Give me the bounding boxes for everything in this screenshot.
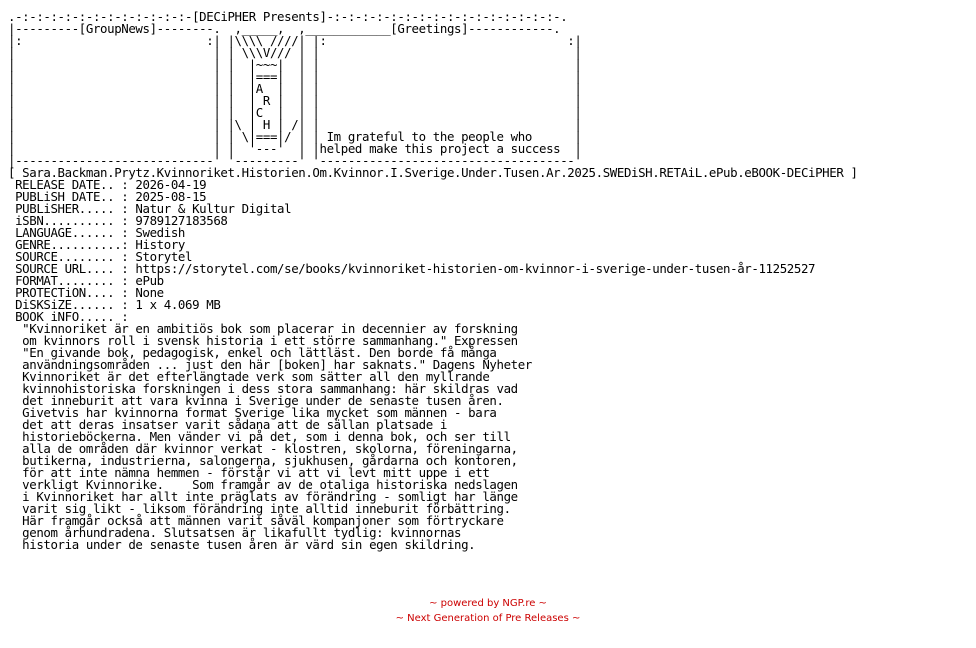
nfo-line: | | | \\\V/// | | |: [8, 45, 582, 60]
nfo-line: | | | |~~~| | | |: [8, 57, 582, 72]
nfo-line: användningsområden ... just den här [boken] har saknats." Dagens Nyheter: [8, 357, 532, 372]
nfo-line: | | |\ | H | /| | |: [8, 117, 582, 132]
nfo-line: | | | |A | | | |: [8, 81, 582, 96]
nfo-line: DiSKSiZE...... : 1 x 4.069 MB: [8, 297, 221, 312]
nfo-line: kvinnohistoriska forskningen i dess stora sammanhang: här skildras vad: [8, 381, 518, 396]
nfo-line: BOOK iNFO..... :: [8, 309, 129, 324]
nfo-line: Här framgår också att männen varit såväl kompanjoner som förtryckare: [8, 513, 504, 528]
nfo-line: historia under de senaste tusen åren är värd sin egen skildring.: [8, 537, 476, 552]
nfo-line: "En givande bok, pedagogisk, enkel och lättläst. Den borde få många: [8, 345, 497, 360]
nfo-line: |---------[GroupNews]--------. ,_____, ,____________[Greetings]------------.: [8, 21, 561, 36]
nfo-line: PUBLiSH DATE.. : 2025-08-15: [8, 189, 207, 204]
nfo-line: Givetvis har kvinnorna format Sverige lika mycket som männen - bara: [8, 405, 497, 420]
nfo-text-block: [8, 11, 858, 551]
nfo-line: PROTECTiON.... : None: [8, 285, 164, 300]
nfo-line: i Kvinnoriket har allt inte präglats av förändring - somligt har länge: [8, 489, 518, 504]
nfo-line: SOURCE........ : Storytel: [8, 249, 193, 264]
nfo-line: alla de områden där kvinnor verkat - klostren, skolorna, föreningarna,: [8, 441, 518, 456]
nfo-line: RELEASE DATE.. : 2026-04-19: [8, 177, 207, 192]
nfo-line: Kvinnoriket är det efterlängtade verk som sätter all den myllrande: [8, 369, 490, 384]
nfo-line: SOURCE URL.... : https://storytel.com/se/books/kvinnoriket-historien-om-kvinnor-i-sverige-under-tusen-år-11252527: [8, 261, 816, 276]
nfo-line: | | | '---' | |helped make this project a success |: [8, 141, 582, 156]
nfo-line: LANGUAGE...... : Swedish: [8, 225, 185, 240]
nfo-line: verkligt Kvinnorike. Som framgår av de otaliga historiska nedslagen: [8, 477, 518, 492]
nfo-line: PUBLiSHER..... : Natur & Kultur Digital: [8, 201, 292, 216]
footer-tagline: ~ Next Generation of Pre Releases ~: [395, 613, 581, 624]
nfo-line: historieböckerna. Men vänder vi på det, som i denna bok, och ser till: [8, 429, 511, 444]
nfo-line: iSBN.......... : 9789127183568: [8, 213, 228, 228]
nfo-line: | | | |===| | | |: [8, 69, 582, 84]
nfo-line: om kvinnors roll i svensk historia i ett större sammanhang." Expressen: [8, 333, 518, 348]
nfo-line: butikerna, industrierna, salongerna, sjukhusen, gårdarna och kontoren,: [8, 453, 518, 468]
nfo-line: |: :| |\\\\ ////| |: :|: [8, 33, 582, 48]
nfo-line: [ Sara.Backman.Prytz.Kvinnoriket.Historien.Om.Kvinnor.I.Sverige.Under.Tusen.Ar.2025.SWEDiSH.RETAiL.ePub.eBOOK-DECiPHER ]: [8, 165, 858, 180]
nfo-line: det inneburit att vara kvinna i Sverige under de senaste tusen åren.: [8, 393, 504, 408]
nfo-line: varit sig likt - liksom förändring inte alltid inneburit förbättring.: [8, 501, 511, 516]
nfo-line: FORMAT........ : ePub: [8, 273, 164, 288]
footer-powered-by: ~ powered by NGP.re ~: [429, 598, 547, 609]
nfo-line: | | | |C | | | |: [8, 105, 582, 120]
nfo-line: GENRE..........: History: [8, 237, 185, 252]
nfo-line: för att inte nämna hemmen - förstår vi att vi levt mitt uppe i ett: [8, 465, 490, 480]
nfo-line: | | | \|===|/ | | Im grateful to the people who |: [8, 129, 582, 144]
nfo-line: .-:-:-:-:-:-:-:-:-:-:-:-:-[DECiPHER Presents]-:-:-:-:-:-:-:-:-:-:-:-:-:-:-:-:-.: [8, 9, 568, 24]
nfo-line: "Kvinnoriket är en ambitiös bok som placerar in decennier av forskning: [8, 321, 518, 336]
nfo-line: det att deras insatser varit sådana att de sällan platsade i: [8, 417, 447, 432]
nfo-line: genom århundradena. Slutsatsen är likafullt tydlig: kvinnornas: [8, 525, 462, 540]
nfo-line: | | | | R | | | |: [8, 93, 582, 108]
nfo-line: |----------------------------' '---------' '------------------------------------': [8, 153, 582, 168]
